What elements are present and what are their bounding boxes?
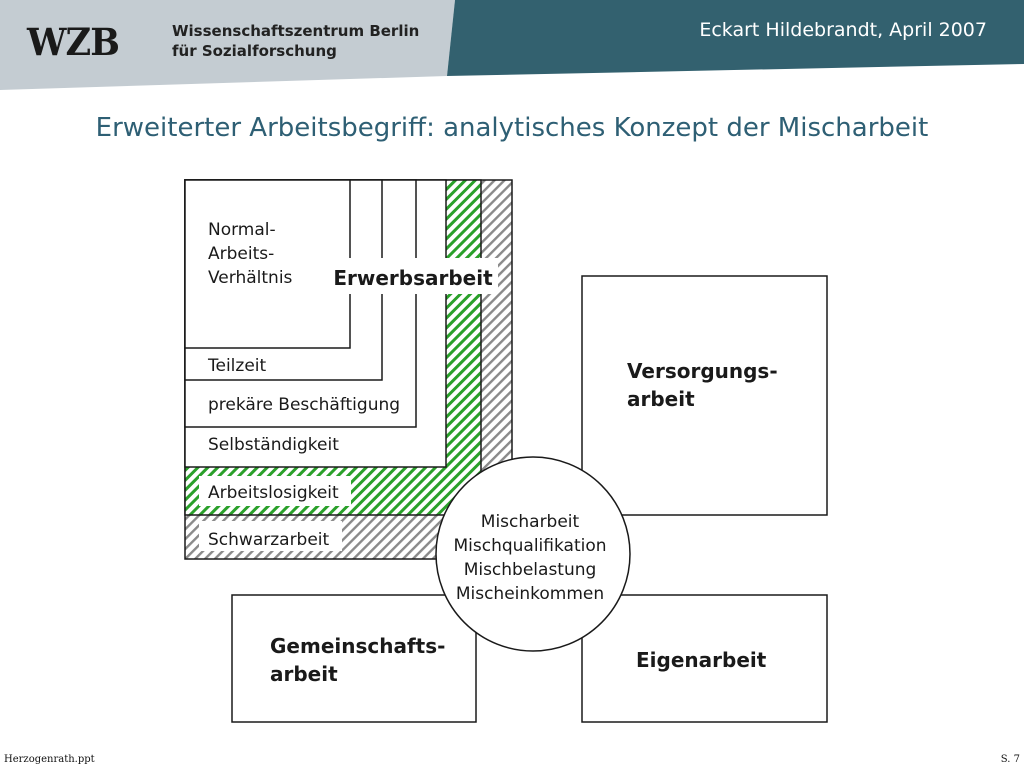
label-versorgungsarbeit-line2: arbeit [627, 387, 695, 411]
label-mischarbeit: Mischarbeit [480, 512, 580, 532]
label-normal-line2: Arbeits- [208, 244, 275, 264]
label-gemeinschaftsarbeit-line1: Gemeinschafts- [270, 634, 446, 658]
label-versorgungsarbeit-line1: Versorgungs- [627, 359, 778, 383]
label-normal-line1: Normal- [208, 220, 276, 240]
label-prekaere-beschaeftigung: prekäre Beschäftigung [208, 395, 401, 415]
normalarbeitsverhaeltnis-zone [185, 180, 350, 348]
wzb-logo: WZB [27, 20, 120, 64]
gemeinschaftsarbeit-box [232, 595, 476, 722]
versorgungsarbeit-box [582, 276, 827, 515]
label-selbstaendigkeit: Selbständigkeit [208, 435, 339, 455]
label-schwarzarbeit: Schwarzarbeit [208, 530, 330, 550]
label-mischeinkommen: Mischeinkommen [455, 584, 605, 604]
org-name-line1: Wissenschaftszentrum Berlin [172, 22, 420, 40]
label-mischbelastung: Mischbelastung [463, 560, 597, 580]
footer-page-number: S. 7 [1000, 754, 1020, 765]
label-teilzeit: Teilzeit [208, 356, 267, 376]
label-eigenarbeit: Eigenarbeit [636, 648, 767, 672]
org-name-line2: für Sozialforschung [172, 42, 337, 60]
label-gemeinschaftsarbeit-line2: arbeit [270, 662, 338, 686]
label-arbeitslosigkeit: Arbeitslosigkeit [208, 483, 339, 503]
footer-filename: Herzogenrath.ppt [4, 754, 95, 765]
label-normal-line3: Verhältnis [208, 268, 293, 288]
slide-title: Erweiterter Arbeitsbegriff: analytisches Konzept der Mischarbeit [95, 113, 929, 143]
label-mischqualifikation: Mischqualifikation [453, 536, 607, 556]
label-erwerbsarbeit: Erwerbsarbeit [333, 266, 493, 290]
author-date: Eckart Hildebrandt, April 2007 [699, 19, 987, 41]
